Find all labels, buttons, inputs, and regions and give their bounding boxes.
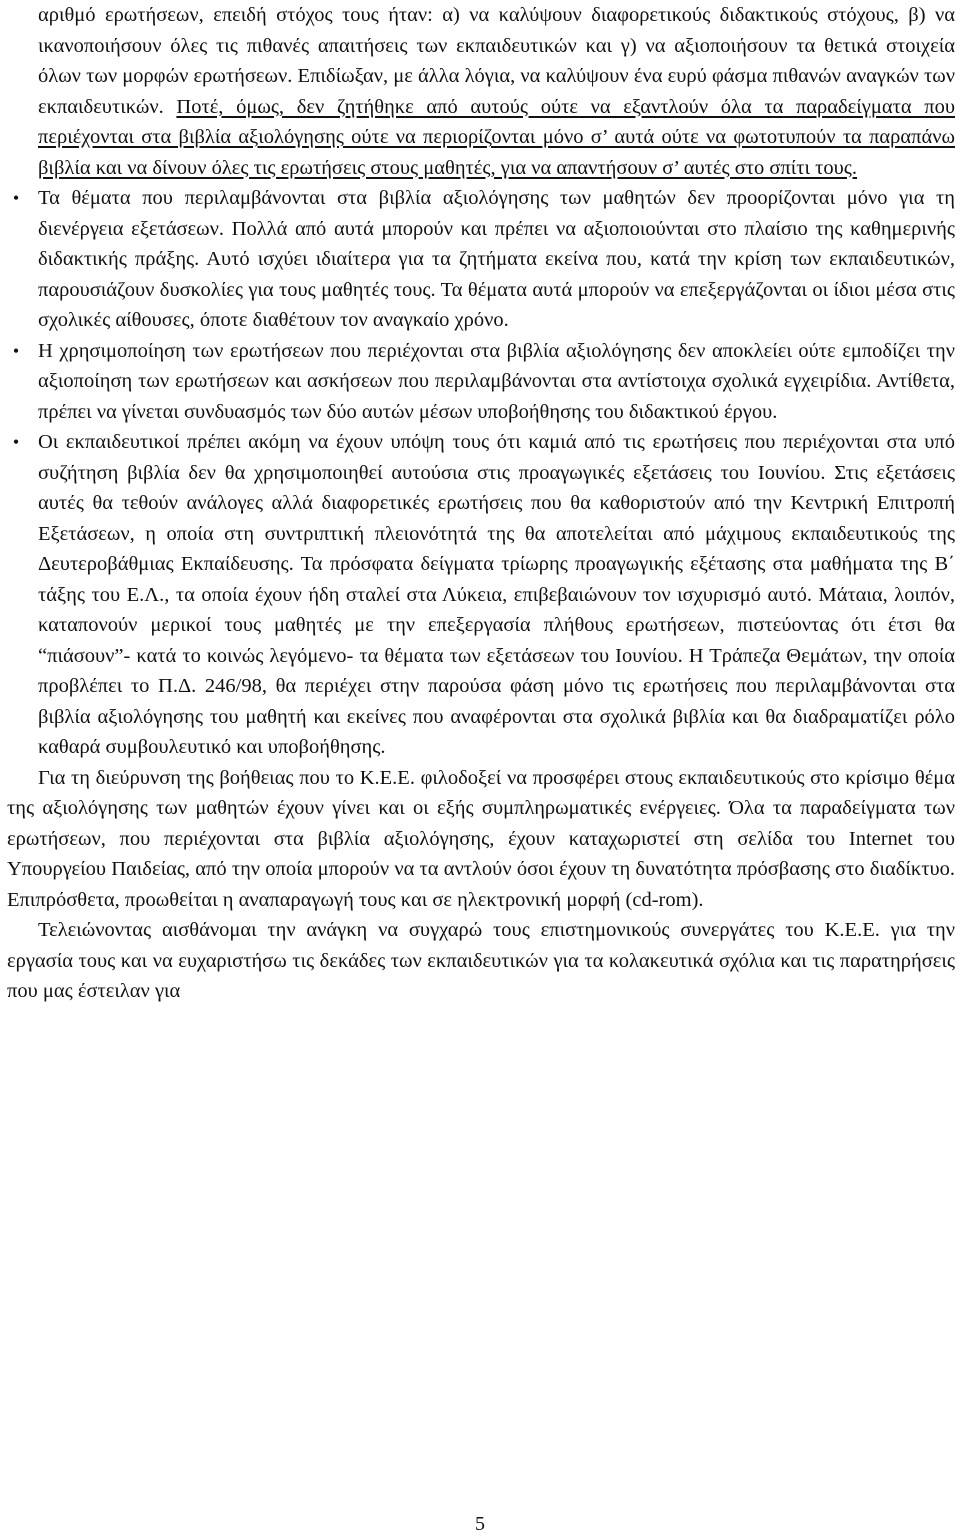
paragraph-closing-thanks: Τελειώνοντας αισθάνομαι την ανάγκη να συγχαρώ τους επιστημονικούς συνεργάτες του Κ.Ε.Ε. για την εργασία τους και να ευχαριστήσω τις δεκάδες των εκπαιδευτικών για τα κολακευτικά σχόλια και τις παρατηρήσεις που μας έστειλαν για [7, 919, 955, 1002]
bullet-marker: • [12, 340, 20, 361]
bullet-marker: • [12, 432, 20, 452]
paragraph-support-actions: Για τη διεύρυνση της βοήθειας που το Κ.Ε.Ε. φιλοδοξεί να προσφέρει στους εκπαιδευτικούς στο κρίσιμο θέμα της αξιολόγησης των μαθητών έχουν γίνει και οι εξής συμπληρωματικές ενέργειες. Όλα τα παραδείγματα των ερωτήσεων, που περιέχονται στα βιβλία αξιολόγησης, έχουν καταχωριστεί στη σελίδα του Internet του Υπουργείου Παιδείας, από την οποία μπορούν να τα αντλούν όσοι έχουν τη δυνατότητα πρόσβασης στο διαδίκτυο. Επιπρόσθετα, προωθείται η αναπαραγωγή τους και σε ηλεκτρονική μορφή (cd-rom). [7, 766, 955, 911]
bullet-item-question-usage [7, 336, 955, 428]
bullet-item-exam-topics [7, 183, 955, 336]
bullet-text: Οι εκπαιδευτικοί πρέπει ακόμη να έχουν υπόψη τους ότι καμιά από τις ερωτήσεις που περιέχονται στα υπό συζήτηση βιβλία δεν θα χρησιμοποιηθεί αυτούσια στις προαγωγικές εξετάσεις του Ιουνίου. Στις εξετάσεις αυτές θα τεθούν ανάλογες αλλά διαφορετικές ερωτήσεις που θα καθοριστούν από την Κεντρική Επιτροπή Εξετάσεων, η οποία στη συντριπτική πλειονότητά της θα αποτελείται από μάχιμους εκπαιδευτικούς της Δευτεροβάθμιας Εκπαίδευσης. Τα πρόσφατα δείγματα τρίωρης προαγωγικής εξέτασης στα μαθήματα της Β΄ τάξης του Ε.Λ., τα οποία έχουν ήδη σταλεί στα Λύκεια, επιβεβαιώνουν τον ισχυρισμό αυτό. Μάταια, λοιπόν, καταπονούν μερικοί τους μαθητές με την επεξεργασία πλήθους ερωτήσεων, πιστεύοντας ότι έτσι θα “πιάσουν”- κατά το κοινώς λεγόμενο- τα θέματα των εξετάσεων του Ιουνίου. Η Τράπεζα Θεμάτων, την οποία προβλέπει το Π.Δ. 246/98, θα περιέχει στην παρούσα φάση μόνο τις ερωτήσεις που περιλαμβάνονται στα βιβλία αξιολόγησης του μαθητή και εκείνες που αναφέρονται στα σχολικά βιβλία και θα διαδραματίζει ρόλο καθαρά συμβουλευτικό και υποβοήθησης. [38, 431, 955, 758]
continuation-paragraph [7, 0, 955, 183]
bullet-text: Η χρησιμοποίηση των ερωτήσεων που περιέχονται στα βιβλία αξιολόγησης δεν αποκλείει ούτε εμποδίζει την αξιοποίηση των ερωτήσεων και ασκήσεων που περιλαμβάνονται στα αντίστοιχα σχολικά εγχειρίδια. Αντίθετα, πρέπει να γίνεται συνδυασμός των δύο αυτών μέσων υποβοήθησης του διδακτικού έργου. [38, 339, 955, 423]
bullet-marker: • [12, 188, 20, 208]
continuation-text: αριθμό ερωτήσεων, επειδή στόχος τους ήταν: α) να καλύψουν διαφορετικούς διδακτικούς στόχους, β) να ικανοποιήσουν όλες τις πιθανές απαιτήσεις των εκπαιδευτικών και γ) να αξιοποιήσουν τα θετικά στοιχεία όλων των μορφών ερωτήσεων. Επιδίωξαν, με άλλα λόγια, να καλύψουν ένα ευρύ φάσμα πιθανών αναγκών των εκπαιδευτικών. [38, 4, 955, 118]
bullet-item-june-exams [7, 427, 955, 763]
underlined-statement: Ποτέ, όμως, δεν ζητήθηκε από αυτούς ούτε να εξαντλούν όλα τα παραδείγματα που περιέχονται στα βιβλία αξιολόγησης ούτε να περιορίζονται μόνο σ’ αυτά ούτε να φωτοτυπούν τα παραπάνω βιβλία και να δίνουν όλες τις ερωτήσεις στους μαθητές, για να απαντήσουν σ’ αυτές στο σπίτι τους. [38, 95, 955, 179]
page-body [7, 0, 955, 1007]
page-number: 5 [475, 1513, 485, 1535]
bullet-text: Τα θέματα που περιλαμβάνονται στα βιβλία αξιολόγησης των μαθητών δεν προορίζονται μόνο για τη διενέργεια εξετάσεων. Πολλά από αυτά μπορούν και πρέπει να αξιοποιούνται στο πλαίσιο της καθημερινής διδακτικής πράξης. Αυτό ισχύει ιδιαίτερα για τα ζητήματα εκείνα που, κατά την κρίση των εκπαιδευτικών, παρουσιάζουν δυσκολίες για τους μαθητές τους. Τα θέματα αυτά μπορούν να επεξεργάζονται οι ίδιοι μέσα στις σχολικές αίθουσες, όποτε διαθέτουν τον αναγκαίο χρόνο. [38, 187, 955, 331]
